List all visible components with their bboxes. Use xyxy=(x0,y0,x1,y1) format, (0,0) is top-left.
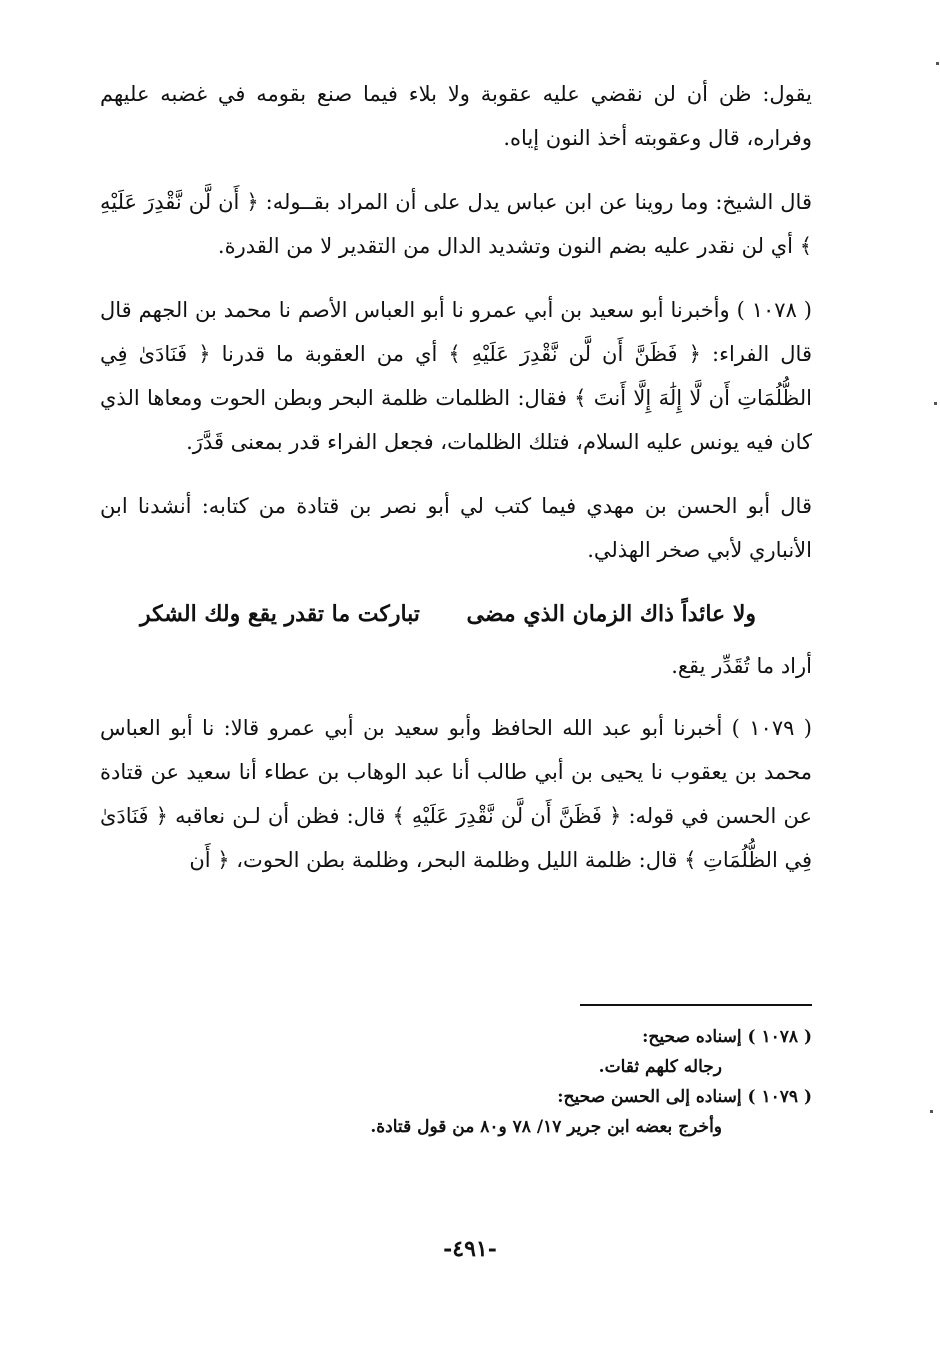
paragraph-1078: ( ١٠٧٨ ) وأخبرنا أبو سعيد بن أبي عمرو نا أبو العباس الأصم نا محمد بن الجهم قال قال الفراء: ﴿ فَظَنَّ أَن لَّن نَّقْدِرَ عَلَيْهِ ﴾ أي من العقوبة ما قدرنا ﴿ فَنَادَىٰ فِي الظُّلُمَاتِ أَن لَّا إِلَٰهَ إِلَّا أَنتَ ﴾ فقال: الظلمات ظلمة البحر وبطن الحوت ومعاها الذي كان فيه يونس عليه السلام، فتلك الظلمات، فجعل الفراء قدر بمعنى قَدَّرَ. xyxy=(100,298,812,454)
footnote-1078-heading: ( ١٠٧٨ ) إسناده صحيح: xyxy=(642,1027,812,1047)
paragraph-sheikh: قال الشيخ: وما روينا عن ابن عباس يدل على أن المراد بقــوله: ﴿ أَن لَّن نَّقْدِرَ عَلَيْهِ ﴾ أي لن نقدر عليه بضم النون وتشديد الدال من التقدير لا من القدرة. xyxy=(100,190,812,258)
scan-speck xyxy=(930,1110,933,1113)
scan-speck xyxy=(936,62,939,65)
footnote-1079-text: وأخرج بعضه ابن جرير ١٧/ ٧٨ و٨٠ من قول قتادة. xyxy=(370,1117,722,1137)
paragraph-1079: ( ١٠٧٩ ) أخبرنا أبو عبد الله الحافظ وأبو سعيد بن أبي عمرو قالا: نا أبو العباس محمد بن يعقوب نا يحيى بن أبي طالب أنا عبد الوهاب بن عطاء أنا سعيد عن قتادة عن الحسن في قوله: ﴿ فَظَنَّ أَن لَّن نَّقْدِرَ عَلَيْهِ ﴾ قال: فظن أن لـن نعاقبه ﴿ فَنَادَىٰ فِي الظُّلُمَاتِ ﴾ قال: ظلمة الليل وظلمة البحر، وظلمة بطن الحوت، ﴿ أَن xyxy=(100,716,812,872)
paragraph-intro: يقول: ظن أن لن نقضي عليه عقوبة ولا بلاء فيما صنع بقومه في غضبه عليهم وفراره، قال وعقوبته أخذ النون إياه. xyxy=(100,82,812,150)
footnotes xyxy=(200,1022,812,1142)
footnote-1078-text: رجاله كلهم ثقات. xyxy=(598,1057,722,1077)
page-number: -٤٩١- xyxy=(443,1236,497,1262)
paragraph-abu-hasan: قال أبو الحسن بن مهدي فيما كتب لي أبو نصر بن قتادة من كتابه: أنشدنا ابن الأنباري لأبي صخر الهذلي. xyxy=(100,494,812,562)
verse-first-hemistich: ولا عائداً ذاك الزمان الذي مضى xyxy=(466,601,756,627)
verse-second-hemistich: تباركت ما تقدر يقع ولك الشكر xyxy=(140,601,420,627)
poetry-verse xyxy=(140,592,756,636)
footnote-1079-heading: ( ١٠٧٩ ) إسناده إلى الحسن صحيح: xyxy=(557,1087,812,1107)
main-text xyxy=(100,72,812,902)
footnote-divider xyxy=(580,1004,812,1006)
scan-speck xyxy=(934,402,937,405)
verse-explanation: أراد ما تُقَدِّر يقع. xyxy=(671,654,812,678)
